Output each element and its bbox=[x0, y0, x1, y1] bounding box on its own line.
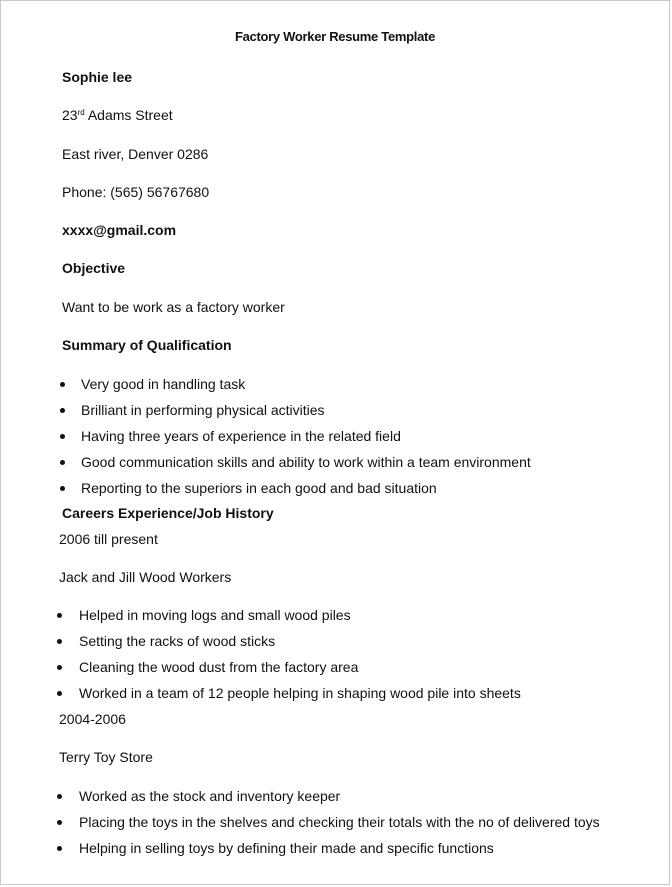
list-item: Placing the toys in the shelves and checking their totals with the no of delivered toys bbox=[59, 813, 600, 839]
address-line bbox=[62, 107, 173, 123]
list-item: Reporting to the superiors in each good and bad situation bbox=[61, 479, 531, 505]
address-street: Adams Street bbox=[84, 107, 173, 123]
list-item: Worked as the stock and inventory keeper bbox=[59, 787, 600, 813]
job-period: 2004-2006 bbox=[59, 711, 126, 727]
applicant-name: Sophie lee bbox=[62, 69, 133, 85]
job-duties-list bbox=[59, 787, 600, 865]
objective-heading: Objective bbox=[62, 260, 126, 276]
email-line: xxxx@gmail.com bbox=[62, 222, 177, 238]
list-item: Good communication skills and ability to work within a team environment bbox=[61, 453, 531, 479]
address-suffix: rd bbox=[77, 108, 85, 117]
document-title: Factory Worker Resume Template bbox=[234, 29, 436, 44]
objective-text: Want to be work as a factory worker bbox=[62, 299, 285, 315]
summary-heading: Summary of Qualification bbox=[62, 337, 232, 353]
job-period: 2006 till present bbox=[59, 531, 158, 547]
careers-heading: Careers Experience/Job History bbox=[62, 505, 274, 521]
list-item: Helping in selling toys by defining their made and specific functions bbox=[59, 839, 600, 865]
job-duties-list bbox=[59, 606, 521, 710]
summary-list bbox=[61, 375, 531, 505]
address-number: 23 bbox=[62, 107, 78, 123]
list-item: Cleaning the wood dust from the factory area bbox=[59, 658, 521, 684]
job-employer: Terry Toy Store bbox=[59, 749, 153, 765]
phone-line: Phone: (565) 56767680 bbox=[62, 184, 210, 200]
list-item: Very good in handling task bbox=[61, 375, 531, 401]
list-item: Having three years of experience in the related field bbox=[61, 427, 531, 453]
list-item: Helped in moving logs and small wood piles bbox=[59, 606, 521, 632]
job-employer: Jack and Jill Wood Workers bbox=[59, 569, 232, 585]
list-item: Worked in a team of 12 people helping in shaping wood pile into sheets bbox=[59, 684, 521, 710]
list-item: Setting the racks of wood sticks bbox=[59, 632, 521, 658]
city-line: East river, Denver 0286 bbox=[62, 146, 209, 162]
list-item: Brilliant in performing physical activities bbox=[61, 401, 531, 427]
